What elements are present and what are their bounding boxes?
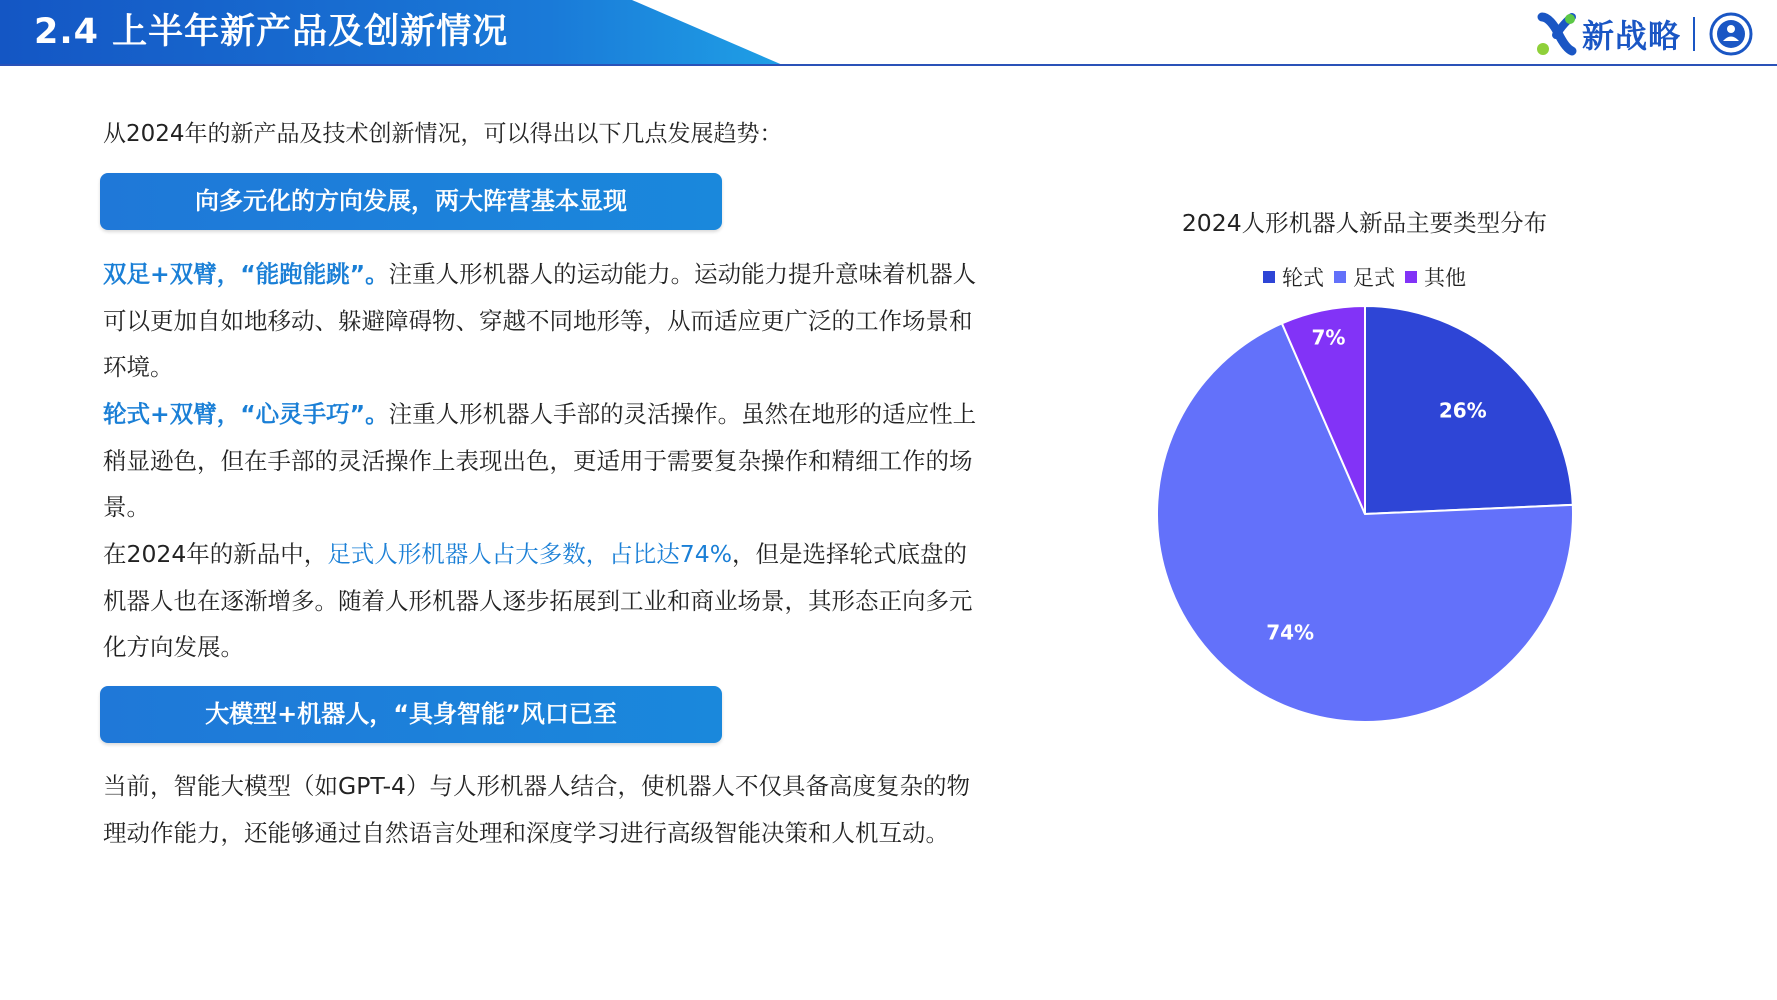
brand-logo [1534, 10, 1753, 58]
header-rule [0, 64, 1777, 66]
legend-label-1: 足式 [1353, 266, 1395, 290]
paragraph-new-products [103, 531, 983, 671]
section-heading-diversification: 向多元化的方向发展，两大阵营基本显现 [100, 173, 722, 230]
paragraph-new-products-highlight: 足式人形机器人占大多数，占比达74% [327, 540, 733, 568]
paragraph-large-model: 当前，智能大模型（如GPT-4）与人形机器人结合，使机器人不仅具备高度复杂的物理动作能力，还能够通过自然语言处理和深度学习进行高级智能决策和人机互动。 [103, 772, 971, 847]
paragraph-new-products-pre: 在2024年的新品中， [103, 540, 328, 568]
paragraph-new-products-post: ，但是选择轮式底盘的机器人也在逐渐增多。随着人形机器人逐步拓展到工业和商业场景，其形态正向多元化方向发展。 [103, 540, 973, 661]
brand-separator [1693, 17, 1695, 51]
legend-label-2: 其他 [1424, 266, 1466, 290]
pie-label-1: 74% [1266, 620, 1315, 645]
paragraph-bipedal-text: 注重人形机器人的运动能力。运动能力提升意味着机器人可以更加自如地移动、躲避障碍物、穿越不同地形等，从而适应更广泛的工作场景和环境。 [103, 260, 977, 381]
pie-label-2: 7% [1311, 325, 1346, 350]
brand-mark-icon [1534, 11, 1578, 57]
legend-label-0: 轮式 [1282, 266, 1324, 290]
pie-chart [1090, 190, 1770, 850]
section-heading-embodied-ai: 大模型+机器人，“具身智能”风口已至 [100, 686, 722, 743]
paragraph-bipedal [103, 251, 983, 391]
slide-title: 2.4 上半年新产品及创新情况 [34, 12, 509, 52]
pie-label-0: 26% [1438, 398, 1487, 423]
paragraph-wheeled [103, 391, 983, 531]
paragraph-wheeled-text: 注重人形机器人手部的灵活操作。虽然在地形的适应性上稍显逊色，但在手部的灵活操作上表现出色，更适用于需要复杂操作和精细工作的场景。 [103, 400, 977, 521]
paragraph-wheeled-highlight: 轮式+双臂，“心灵手巧”。 [103, 400, 389, 428]
paragraph-bipedal-highlight: 双足+双臂，“能跑能跳”。 [103, 260, 389, 288]
header-bar [0, 0, 1777, 68]
association-seal-icon [1709, 12, 1753, 56]
intro-text: 从2024年的新产品及技术创新情况，可以得出以下几点发展趋势： [103, 121, 783, 147]
chart-title: 2024人形机器人新品主要类型分布 [1181, 209, 1548, 237]
pie-chart-svg [1090, 190, 1770, 850]
brand-name: 新战略 [1581, 17, 1681, 55]
